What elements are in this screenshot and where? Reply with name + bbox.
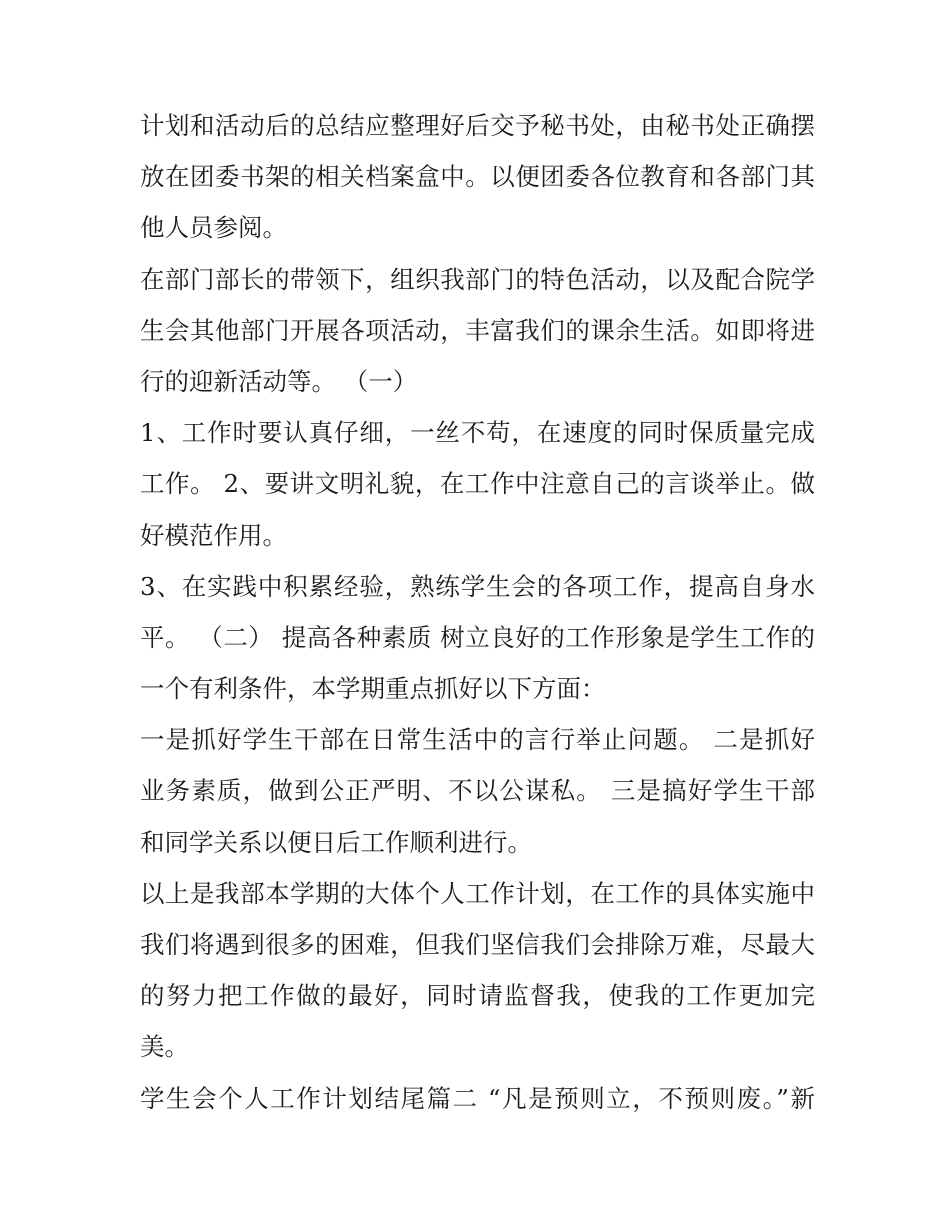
text-line: 的努力把工作做的最好，同时请监督我，使我的工作更加完: [140, 981, 815, 1011]
text-line: 行的迎新活动等。 （一）: [140, 366, 418, 396]
text-line: 好模范作用。: [140, 520, 287, 550]
text-line: 3、在实践中积累经验，熟练学生会的各项工作，提高自身水: [140, 571, 815, 601]
text-line: 放在团委书架的相关档案盒中。以便团委各位教育和各部门其: [140, 162, 815, 192]
text-line: 一是抓好学生干部在日常生活中的言行举止问题。 二是抓好: [140, 725, 815, 755]
text-line: 以上是我部本学期的大体个人工作计划，在工作的具体实施中: [140, 878, 815, 908]
text-line: 平。 （二） 提高各种素质 树立良好的工作形象是学生工作的: [140, 622, 815, 652]
text-line: 生会其他部门开展各项活动，丰富我们的课余生活。如即将进: [140, 315, 815, 345]
text-line: 工作。 2、要讲文明礼貌，在工作中注意自己的言谈举止。做: [140, 469, 815, 499]
document-page: [140, 100, 815, 1124]
text-line: 他人员参阅。: [140, 213, 287, 243]
text-line: 学生会个人工作计划结尾篇二 “凡是预则立，不预则废。”新: [140, 1083, 815, 1113]
text-line: 美。: [140, 1032, 189, 1062]
text-line: 和同学关系以便日后工作顺利进行。: [140, 827, 532, 857]
text-line: 在部门部长的带领下，组织我部门的特色活动，以及配合院学: [140, 264, 815, 294]
text-line: 1、工作时要认真仔细，一丝不苟，在速度的同时保质量完成: [140, 418, 815, 448]
text-line: 计划和活动后的总结应整理好后交予秘书处，由秘书处正确摆: [140, 111, 815, 140]
text-line: 一个有利条件，本学期重点抓好以下方面：: [140, 674, 606, 704]
text-line: 我们将遇到很多的困难，但我们坚信我们会排除万难，尽最大: [140, 930, 815, 959]
text-line: 业务素质，做到公正严明、不以公谋私。 三是搞好学生干部: [140, 776, 815, 806]
